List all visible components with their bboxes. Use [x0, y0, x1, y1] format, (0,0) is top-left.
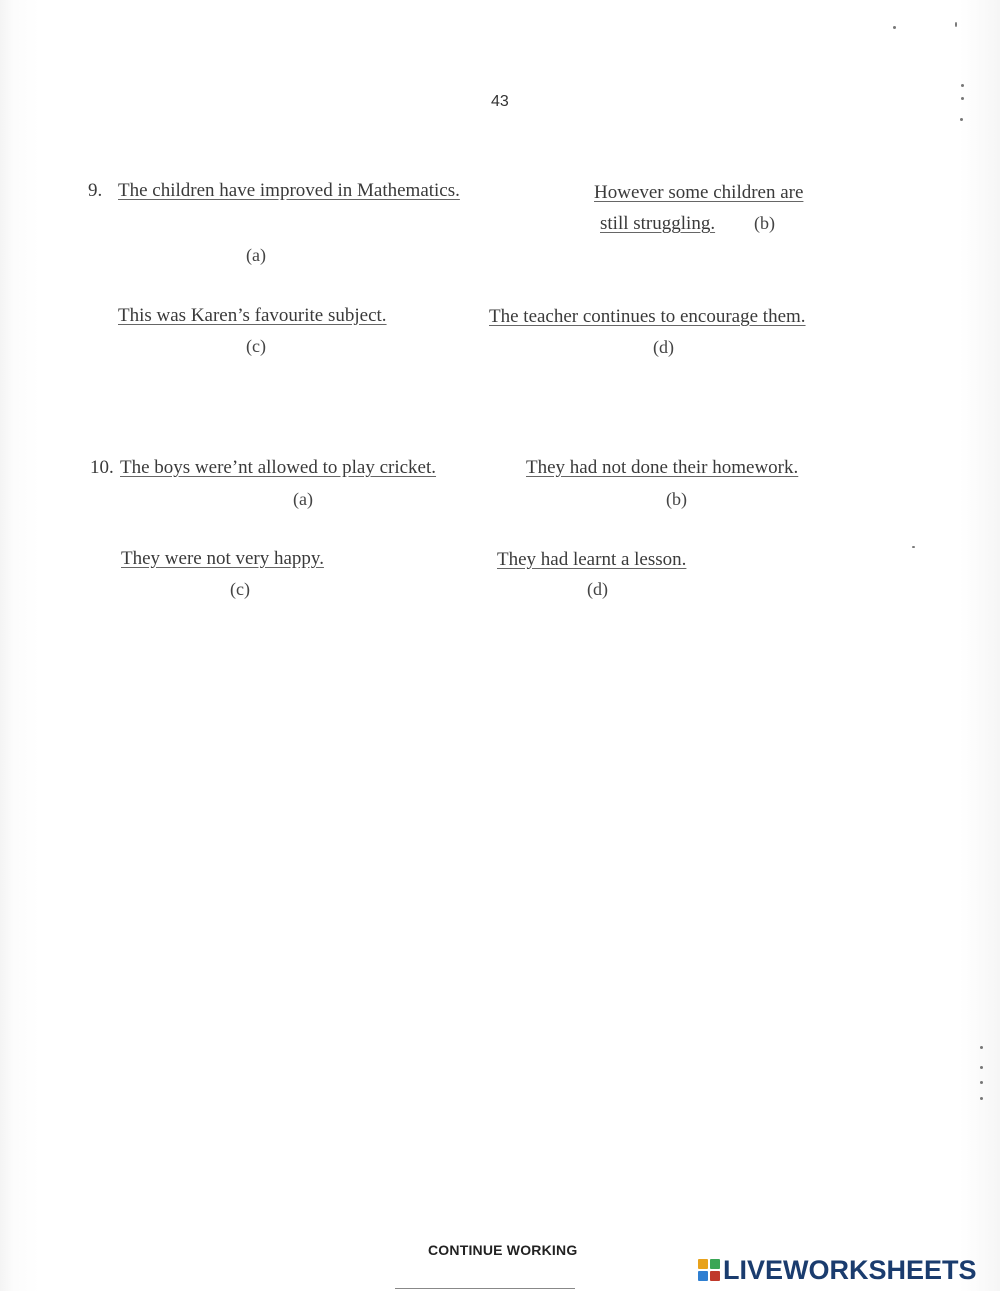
logo-square: [698, 1271, 708, 1281]
logo-square: [710, 1271, 720, 1281]
page-number: 43: [491, 93, 509, 110]
logo-square: [710, 1259, 720, 1269]
sentence-a: The boys were’nt allowed to play cricket.: [120, 457, 437, 478]
scan-speck: [980, 1066, 983, 1069]
sentence-b: They had not done their homework.: [526, 457, 799, 478]
label-b: (b): [754, 213, 775, 233]
label-a: (a): [246, 245, 266, 265]
question-number: 9.: [88, 180, 103, 201]
scan-speck: [980, 1046, 983, 1049]
sentence-c: They were not very happy.: [121, 548, 324, 569]
logo-square: [698, 1259, 708, 1269]
label-b: (b): [666, 489, 687, 509]
liveworksheets-logo[interactable]: [698, 1256, 977, 1284]
label-d: (d): [587, 579, 608, 599]
sentence-b-line2: still struggling.: [600, 213, 716, 234]
brand-name: LIVEWORKSHEETS: [723, 1254, 977, 1285]
question-number: 10.: [90, 457, 114, 478]
label-a: (a): [293, 489, 313, 509]
sentence-d: The teacher continues to encourage them.: [489, 306, 806, 327]
scan-speck: [961, 84, 964, 87]
continue-working-text: CONTINUE WORKING: [428, 1242, 578, 1258]
label-d: (d): [653, 337, 674, 357]
scan-speck: [961, 97, 964, 100]
scan-speck: [955, 22, 957, 27]
label-c: (c): [230, 579, 250, 599]
scan-speck: [980, 1081, 983, 1084]
sentence-c: This was Karen’s favourite subject.: [118, 305, 387, 326]
sentence-b-line1: However some children are: [594, 182, 804, 203]
sentence-a: The children have improved in Mathematics.: [118, 180, 460, 201]
liveworksheets-logo-icon: [698, 1259, 720, 1281]
scan-speck: [980, 1097, 983, 1100]
scan-speck: [960, 118, 963, 121]
label-c: (c): [246, 336, 266, 356]
scan-speck: [912, 546, 915, 548]
scan-speck: [893, 26, 896, 29]
bottom-rule: [395, 1288, 575, 1289]
sentence-d: They had learnt a lesson.: [497, 549, 687, 570]
